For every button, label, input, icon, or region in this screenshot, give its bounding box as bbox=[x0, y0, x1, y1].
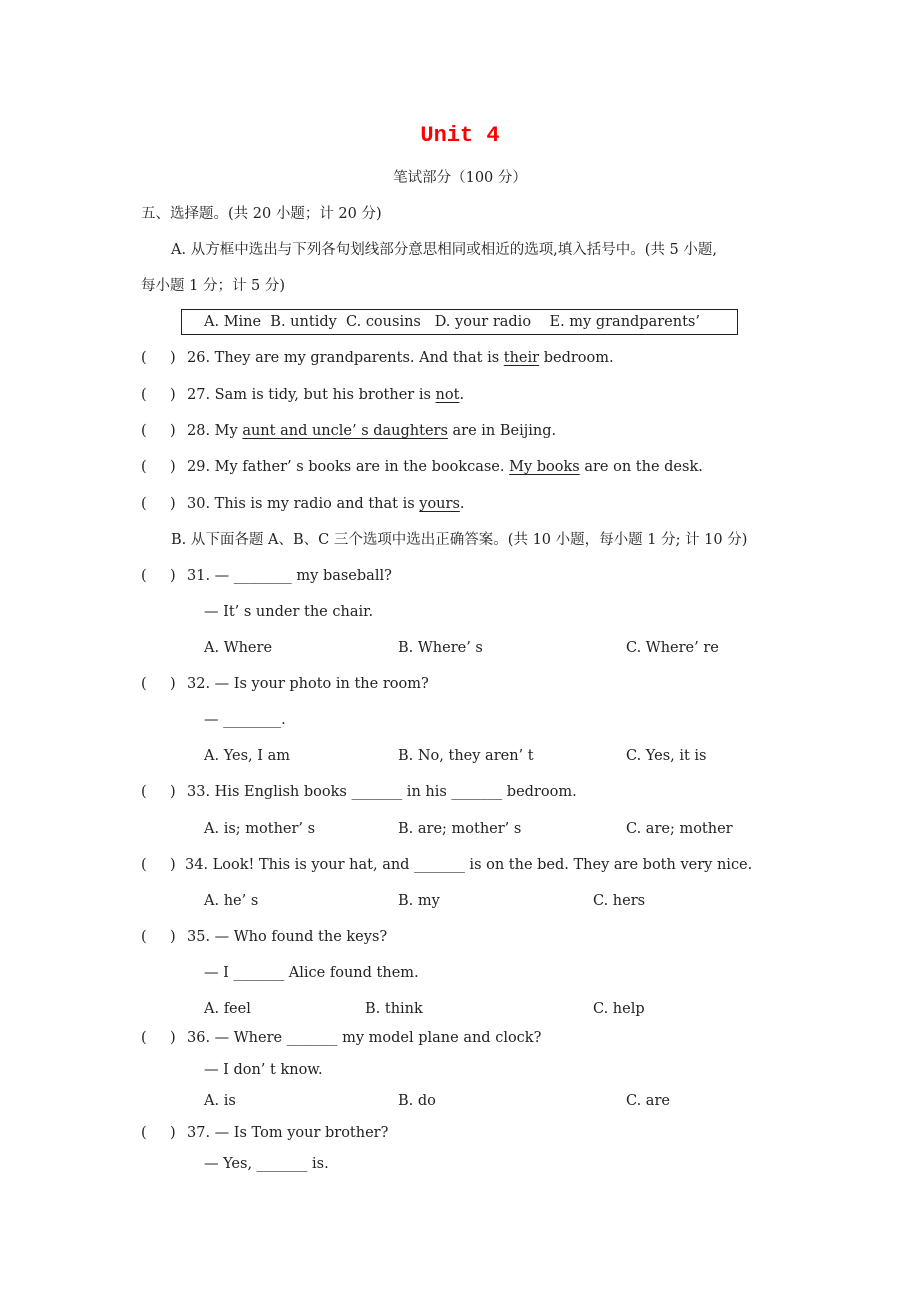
option-a[interactable]: A. he’ s bbox=[204, 893, 259, 909]
question-text bbox=[187, 458, 703, 476]
answer-blank-open[interactable]: ( bbox=[141, 496, 147, 512]
part-a-instruction-cont: 每小题 1 分；计 5 分) bbox=[141, 278, 286, 294]
question-prompt: — Is Tom your brother? bbox=[214, 1125, 389, 1141]
question-text bbox=[187, 1124, 388, 1142]
answer-blank-close: ) bbox=[170, 459, 176, 475]
question-reply: — Yes, _______ is. bbox=[204, 1156, 329, 1172]
question-text bbox=[187, 422, 556, 440]
section-heading: 五、选择题。(共 20 小题；计 20 分) bbox=[141, 206, 382, 222]
question-number: 28. bbox=[187, 423, 211, 439]
sentence-part: are on the desk. bbox=[579, 459, 703, 475]
option-c[interactable]: C. Where’ re bbox=[626, 640, 719, 656]
question-number: 27. bbox=[187, 387, 211, 403]
option-b[interactable]: B. Where’ s bbox=[398, 640, 483, 656]
option-a[interactable]: A. Yes, I am bbox=[204, 748, 290, 764]
question-prompt: His English books _______ in his _______ bedroom. bbox=[214, 784, 577, 800]
question-number: 29. bbox=[187, 459, 211, 475]
question-number: 26. bbox=[187, 350, 211, 366]
answer-blank-open[interactable]: ( bbox=[141, 459, 147, 475]
question-prompt: Look! This is your hat, and _______ is on the bed. They are both very nice. bbox=[212, 857, 753, 873]
question-prompt: — Who found the keys? bbox=[214, 929, 388, 945]
option-b[interactable]: B. do bbox=[398, 1093, 436, 1109]
answer-blank-open[interactable]: ( bbox=[141, 1125, 147, 1141]
question-number: 34. bbox=[185, 857, 209, 873]
sentence-part: This is my radio and that is bbox=[214, 496, 420, 512]
question-number: 33. bbox=[187, 784, 211, 800]
question-reply: — I _______ Alice found them. bbox=[204, 965, 419, 981]
sentence-part: Sam is tidy, but his brother is bbox=[214, 387, 436, 403]
answer-blank-close: ) bbox=[170, 929, 176, 945]
question-number: 37. bbox=[187, 1125, 211, 1141]
underlined-phrase: aunt and uncle’ s daughters bbox=[242, 423, 448, 439]
sentence-part: are in Beijing. bbox=[447, 423, 557, 439]
question-number: 36. bbox=[187, 1030, 211, 1046]
part-a-instruction: A. 从方框中选出与下列各句划线部分意思相同或相近的选项,填入括号中。(共 5 小题, bbox=[171, 242, 718, 258]
answer-blank-open[interactable]: ( bbox=[141, 423, 147, 439]
page-subtitle: 笔试部分（100 分） bbox=[393, 170, 527, 186]
question-text bbox=[187, 675, 429, 693]
sentence-part: My bbox=[214, 423, 243, 439]
answer-blank-open[interactable]: ( bbox=[141, 350, 147, 366]
underlined-phrase: yours bbox=[419, 496, 460, 512]
question-text bbox=[187, 928, 387, 946]
question-text bbox=[185, 856, 752, 874]
option-b[interactable]: B. are; mother’ s bbox=[398, 821, 522, 837]
answer-blank-close: ) bbox=[170, 857, 176, 873]
question-number: 31. bbox=[187, 568, 211, 584]
answer-blank-close: ) bbox=[170, 568, 176, 584]
question-number: 32. bbox=[187, 676, 211, 692]
answer-blank-close: ) bbox=[170, 1030, 176, 1046]
question-number: 30. bbox=[187, 496, 211, 512]
sentence-part: bedroom. bbox=[539, 350, 614, 366]
question-text bbox=[187, 495, 465, 513]
answer-blank-open[interactable]: ( bbox=[141, 676, 147, 692]
question-prompt: — ________ my baseball? bbox=[214, 568, 392, 584]
answer-blank-close: ) bbox=[170, 387, 176, 403]
question-prompt: — Is your photo in the room? bbox=[214, 676, 429, 692]
answer-blank-close: ) bbox=[170, 423, 176, 439]
sentence-part: My father’ s books are in the bookcase. bbox=[214, 459, 510, 475]
answer-blank-close: ) bbox=[170, 496, 176, 512]
answer-blank-open[interactable]: ( bbox=[141, 929, 147, 945]
answer-blank-close: ) bbox=[170, 350, 176, 366]
question-reply: — I don’ t know. bbox=[204, 1062, 323, 1078]
answer-blank-open[interactable]: ( bbox=[141, 857, 147, 873]
answer-blank-open[interactable]: ( bbox=[141, 387, 147, 403]
answer-blank-close: ) bbox=[170, 784, 176, 800]
underlined-phrase: not bbox=[435, 387, 460, 403]
option-c[interactable]: C. Yes, it is bbox=[626, 748, 707, 764]
answer-blank-close: ) bbox=[170, 676, 176, 692]
page-title: Unit 4 bbox=[420, 123, 500, 148]
sentence-part: . bbox=[459, 496, 465, 512]
option-c[interactable]: C. help bbox=[593, 1001, 645, 1017]
question-number: 35. bbox=[187, 929, 211, 945]
question-prompt: — Where _______ my model plane and clock? bbox=[214, 1030, 542, 1046]
underlined-phrase: My books bbox=[509, 459, 580, 475]
option-a[interactable]: A. Where bbox=[204, 640, 273, 656]
answer-blank-close: ) bbox=[170, 1125, 176, 1141]
option-b[interactable]: B. my bbox=[398, 893, 440, 909]
question-reply: — ________. bbox=[204, 712, 286, 728]
underlined-phrase: their bbox=[503, 350, 540, 366]
question-text bbox=[187, 349, 614, 367]
option-c[interactable]: C. are bbox=[626, 1093, 670, 1109]
option-a[interactable]: A. is bbox=[204, 1093, 236, 1109]
answer-blank-open[interactable]: ( bbox=[141, 568, 147, 584]
sentence-part: They are my grandparents. And that is bbox=[214, 350, 504, 366]
word-box-options: A. Mine B. untidy C. cousins D. your radio E. my grandparents’ bbox=[204, 314, 700, 330]
option-b[interactable]: B. think bbox=[365, 1001, 423, 1017]
option-b[interactable]: B. No, they aren’ t bbox=[398, 748, 534, 764]
answer-blank-open[interactable]: ( bbox=[141, 784, 147, 800]
question-reply: — It’ s under the chair. bbox=[204, 604, 374, 620]
option-a[interactable]: A. feel bbox=[204, 1001, 251, 1017]
question-text bbox=[187, 567, 392, 585]
part-b-instruction: B. 从下面各题 A、B、C 三个选项中选出正确答案。(共 10 小题，每小题 1 分; 计 10 分) bbox=[171, 532, 748, 548]
option-c[interactable]: C. are; mother bbox=[626, 821, 733, 837]
question-text bbox=[187, 386, 464, 404]
question-text bbox=[187, 783, 577, 801]
option-a[interactable]: A. is; mother’ s bbox=[204, 821, 316, 837]
option-c[interactable]: C. hers bbox=[593, 893, 646, 909]
sentence-part: . bbox=[459, 387, 465, 403]
question-text bbox=[187, 1029, 541, 1047]
answer-blank-open[interactable]: ( bbox=[141, 1030, 147, 1046]
